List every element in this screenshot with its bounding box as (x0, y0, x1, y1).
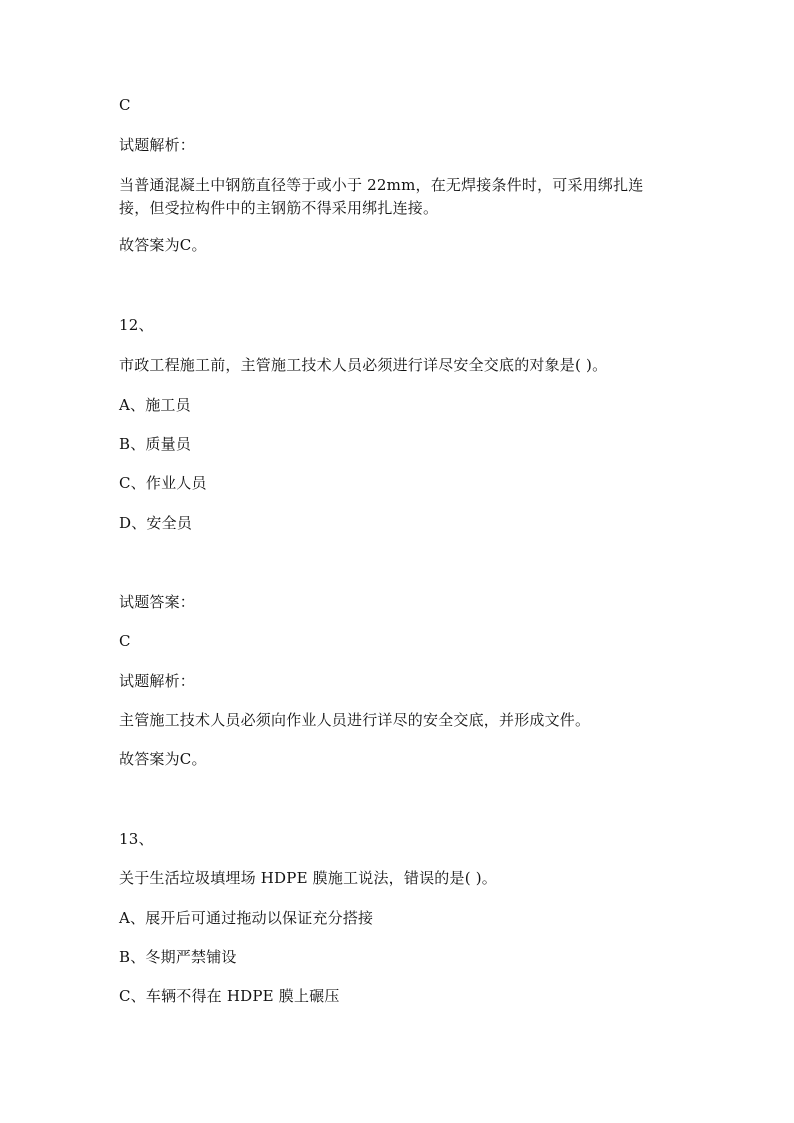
q12-stem: 市政工程施工前，主管施工技术人员必须进行详尽安全交底的对象是( )。 (119, 356, 608, 374)
q13-option-c: C、车辆不得在 HDPE 膜上碾压 (119, 987, 340, 1005)
q12-answer-value: C (119, 632, 131, 650)
q12-conclusion: 故答案为C。 (119, 750, 207, 768)
prev-conclusion: 故答案为C。 (119, 236, 207, 254)
q13-option-b: B、冬期严禁铺设 (119, 948, 237, 966)
prev-answer-value: C (119, 96, 131, 114)
prev-analysis-line-2: 接，但受拉构件中的主钢筋不得采用绑扎连接。 (119, 199, 439, 217)
q13-option-a: A、展开后可通过拖动以保证充分搭接 (119, 909, 374, 927)
q12-option-c: C、作业人员 (119, 474, 207, 492)
q12-analysis: 主管施工技术人员必须向作业人员进行详尽的安全交底，并形成文件。 (119, 711, 591, 729)
prev-analysis-label: 试题解析： (119, 136, 196, 154)
q12-number: 12、 (119, 316, 154, 334)
prev-analysis-line-1: 当普通混凝土中钢筋直径等于或小于 22mm，在无焊接条件时，可采用绑扎连 (119, 176, 644, 194)
q12-answer-label: 试题答案： (119, 593, 196, 611)
q12-option-d: D、安全员 (119, 514, 193, 532)
q12-option-b: B、质量员 (119, 435, 192, 453)
q12-option-a: A、施工员 (119, 396, 191, 414)
q13-stem: 关于生活垃圾填埋场 HDPE 膜施工说法，错误的是( )。 (119, 869, 497, 887)
q13-number: 13、 (119, 830, 154, 848)
q12-analysis-label: 试题解析： (119, 672, 196, 690)
